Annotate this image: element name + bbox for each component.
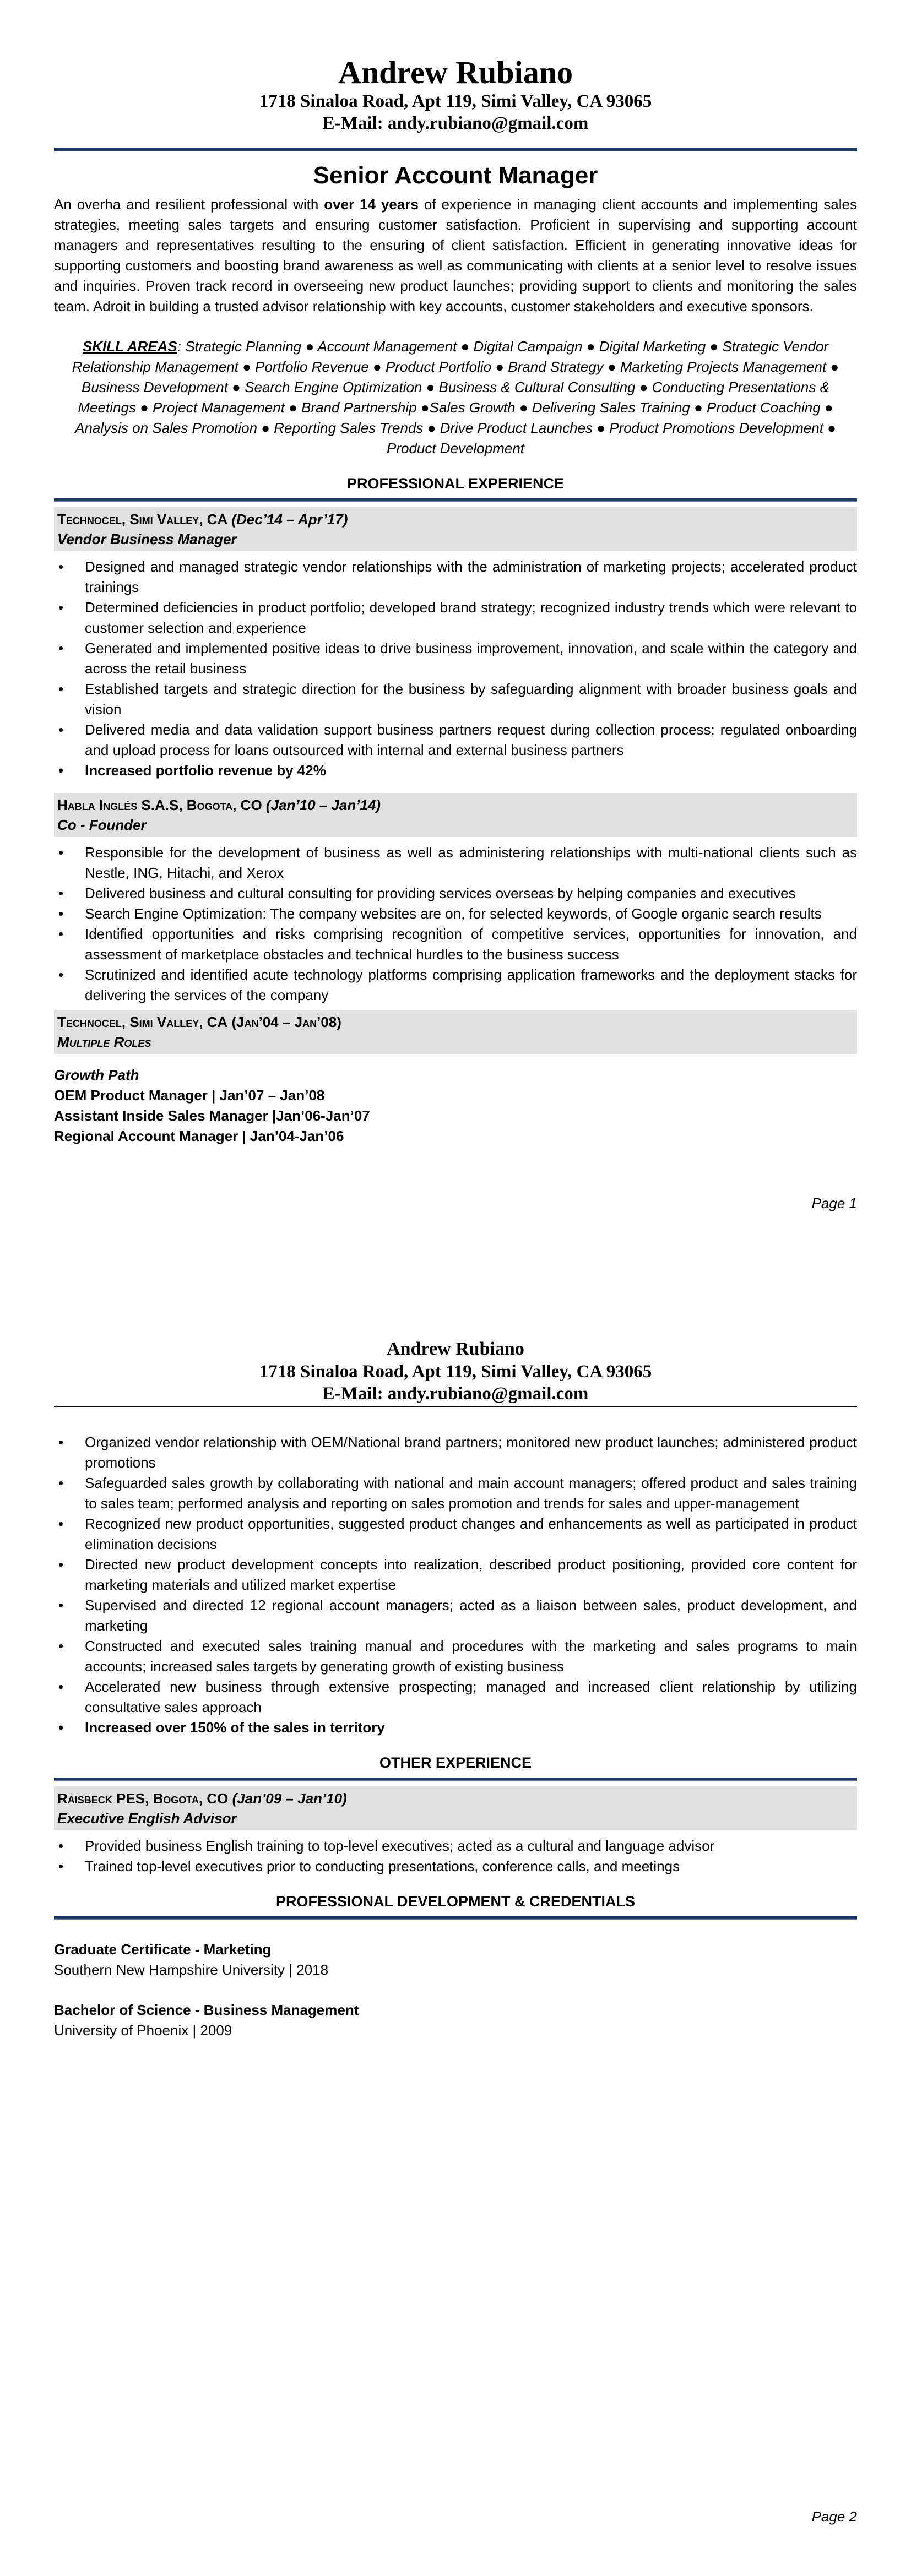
job-header	[54, 507, 857, 551]
education-list	[54, 1939, 857, 2041]
list-item: • Designed and managed strategic vendor relationships with the administration of marketing projects; accelerated product trainings	[54, 557, 857, 597]
degree-school: University of Phoenix | 2009	[54, 2022, 232, 2039]
list-item: • Scrutinized and identified acute technology platforms comprising application frameworks and the deployment stacks for delivering the services of the company	[54, 965, 857, 1006]
page-2	[0, 1288, 911, 2576]
job-company: Raisbeck PES, Bogota, CO	[57, 1790, 229, 1807]
header-divider	[54, 148, 857, 151]
job-role: Co - Founder	[57, 817, 147, 833]
job-dates: (Dec’14 – Apr’17)	[231, 511, 348, 528]
list-item: • Directed new product development concepts into realization, described product positioning, provided core content for marketing materials and utilized market expertise	[54, 1555, 857, 1595]
skill-areas-label: SKILL AREAS	[82, 338, 177, 355]
education-item	[54, 1939, 857, 1980]
list-item: • Responsible for the development of business as well as administering relationships with multi-national clients such as Nestle, ING, Hitachi, and Xerox	[54, 843, 857, 883]
list-item: • Safeguarded sales growth by collaborating with national and main account managers; offered product and sales training to sales team; performed analysis and reporting on sales promotion and trends for sales and upper-management	[54, 1473, 857, 1514]
list-item: • Supervised and directed 12 regional account managers; acted as a liaison between sales, product development, and marketing	[54, 1595, 857, 1636]
list-item: • Provided business English training to top-level executives; acted as a cultural and language advisor	[54, 1836, 857, 1856]
page-2-header	[54, 1288, 857, 1407]
summary-text-post: of experience in managing client accounts and implementing sales strategies, meeting sales targets and ensuring customer satisfaction. Proficient in supervising and supporting account managers and representatives resulting to the ensuring of client satisfaction. Efficient in generating innovative ideas for supporting customers and boosting brand awareness as well as communicating with clients at a senior level to resolve issues and inquiries. Proven track record in overseeing new product launches; providing support to clients and monitoring the sales team. Adroit in building a trusted advisor relationship with key accounts, customer stakeholders and executive sponsors.	[54, 196, 857, 314]
skill-areas-list: : Strategic Planning ● Account Management ● Digital Campaign ● Digital Marketing ● Strategic Vendor Relationship Management ● Portfolio Revenue ● Product Portfolio ● Brand Strategy ● Marketing Projects Management ● Business Development ● Search Engine Optimization ● Business & Cultural Consulting ● Conducting Presentations & Meetings ● Project Management ● Brand Partnership ●Sales Growth ● Delivering Sales Training ● Product Coaching ● Analysis on Sales Promotion ● Reporting Sales Trends ● Drive Product Launches ● Product Promotions Development ● Product Development	[72, 338, 839, 456]
section-divider	[54, 1916, 857, 1920]
page-number: Page 1	[811, 1195, 857, 1211]
candidate-email: E-Mail: andy.rubiano@gmail.com	[322, 1384, 589, 1404]
list-item: • Trained top-level executives prior to conducting presentations, conference calls, and meetings	[54, 1856, 857, 1877]
section-title-professional-experience: PROFESSIONAL EXPERIENCE	[346, 475, 565, 492]
growth-path	[54, 1065, 857, 1146]
job-bullets	[54, 843, 857, 1006]
degree-school: Southern New Hampshire University | 2018	[54, 1961, 329, 1978]
list-item: • Identified opportunities and risks comprising recognition of competitive services, opportunities for innovation, and assessment of marketplace obstacles and technical hurdles to the business success	[54, 924, 857, 965]
headline-title: Senior Account Manager	[313, 162, 598, 189]
candidate-name: Andrew Rubiano	[338, 55, 573, 90]
job-bullets	[54, 1432, 857, 1738]
growth-path-item: OEM Product Manager | Jan’07 – Jan’08	[54, 1087, 325, 1104]
job-header	[54, 1786, 857, 1830]
skill-areas	[54, 336, 857, 459]
degree-title: Graduate Certificate - Marketing	[54, 1941, 272, 1958]
section-divider	[54, 498, 857, 502]
list-item: • Recognized new product opportunities, suggested product changes and enhancements as well as participated in product elimination decisions	[54, 1514, 857, 1555]
candidate-address: 1718 Sinaloa Road, Apt 119, Simi Valley, CA 93065	[259, 1362, 652, 1382]
job-header	[54, 1010, 857, 1054]
growth-path-item: Assistant Inside Sales Manager |Jan’06-Jan’07	[54, 1107, 370, 1124]
candidate-name: Andrew Rubiano	[387, 1339, 524, 1359]
education-item	[54, 2000, 857, 2041]
header-divider	[54, 1406, 857, 1407]
job-bullets	[54, 1836, 857, 1877]
section-title-other-experience: OTHER EXPERIENCE	[379, 1754, 532, 1771]
list-item: • Established targets and strategic direction for the business by safeguarding alignment with broader business goals and vision	[54, 679, 857, 720]
summary-text-bold: over 14 years	[324, 196, 419, 213]
job-dates: (Jan’10 – Jan’14)	[265, 797, 381, 813]
summary-text-pre: An overha and resilient professional with	[54, 196, 324, 213]
section-title-credentials: PROFESSIONAL DEVELOPMENT & CREDENTIALS	[275, 1893, 636, 1910]
degree-title: Bachelor of Science - Business Management	[54, 2002, 359, 2018]
growth-path-item: Regional Account Manager | Jan’04-Jan’06	[54, 1128, 344, 1144]
candidate-email: E-Mail: andy.rubiano@gmail.com	[322, 113, 589, 133]
list-item: • Accelerated new business through extensive prospecting; managed and increased client relationship by utilizing consultative sales approach	[54, 1677, 857, 1718]
list-item: • Search Engine Optimization: The company websites are on, for selected keywords, of Google organic search results	[54, 904, 857, 924]
job-role: Multiple Roles	[57, 1034, 151, 1050]
list-item: • Delivered business and cultural consulting for providing services overseas by helping companies and executives	[54, 883, 857, 904]
job-company: Technocel, Simi Valley, CA	[57, 511, 228, 528]
job-dates: (Jan’09 – Jan’10)	[232, 1790, 347, 1807]
profile-summary	[54, 194, 857, 317]
job-bullets	[54, 557, 857, 781]
list-item: • Delivered media and data validation support business partners request during collection process; regulated onboarding and upload process for loans outsourced with internal and external business partners	[54, 720, 857, 760]
job-company: Habla Inglés S.A.S, Bogota, CO	[57, 797, 262, 813]
job-header	[54, 793, 857, 837]
list-item: • Organized vendor relationship with OEM/National brand partners; monitored new product launches; administered product promotions	[54, 1432, 857, 1473]
achievement-item: • Increased portfolio revenue by 42%	[54, 760, 857, 781]
job-company: Technocel, Simi Valley, CA	[57, 1014, 228, 1030]
job-role: Vendor Business Manager	[57, 531, 237, 547]
list-item: • Generated and implemented positive ideas to drive business improvement, innovation, and scale within the category and across the retail business	[54, 638, 857, 679]
job-role: Executive English Advisor	[57, 1810, 237, 1827]
section-divider	[54, 1778, 857, 1781]
candidate-address: 1718 Sinaloa Road, Apt 119, Simi Valley, CA 93065	[259, 91, 652, 111]
growth-path-title: Growth Path	[54, 1067, 139, 1083]
achievement-item: • Increased over 150% of the sales in territory	[54, 1718, 857, 1738]
job-dates: (Jan’04 – Jan’08)	[231, 1014, 341, 1030]
page-number: Page 2	[811, 2508, 857, 2525]
list-item: • Determined deficiencies in product portfolio; developed brand strategy; recognized industry trends which were relevant to customer selection and experience	[54, 597, 857, 638]
list-item: • Constructed and executed sales training manual and procedures with the marketing and sales programs to main accounts; increased sales targets by generating growth of existing business	[54, 1636, 857, 1677]
